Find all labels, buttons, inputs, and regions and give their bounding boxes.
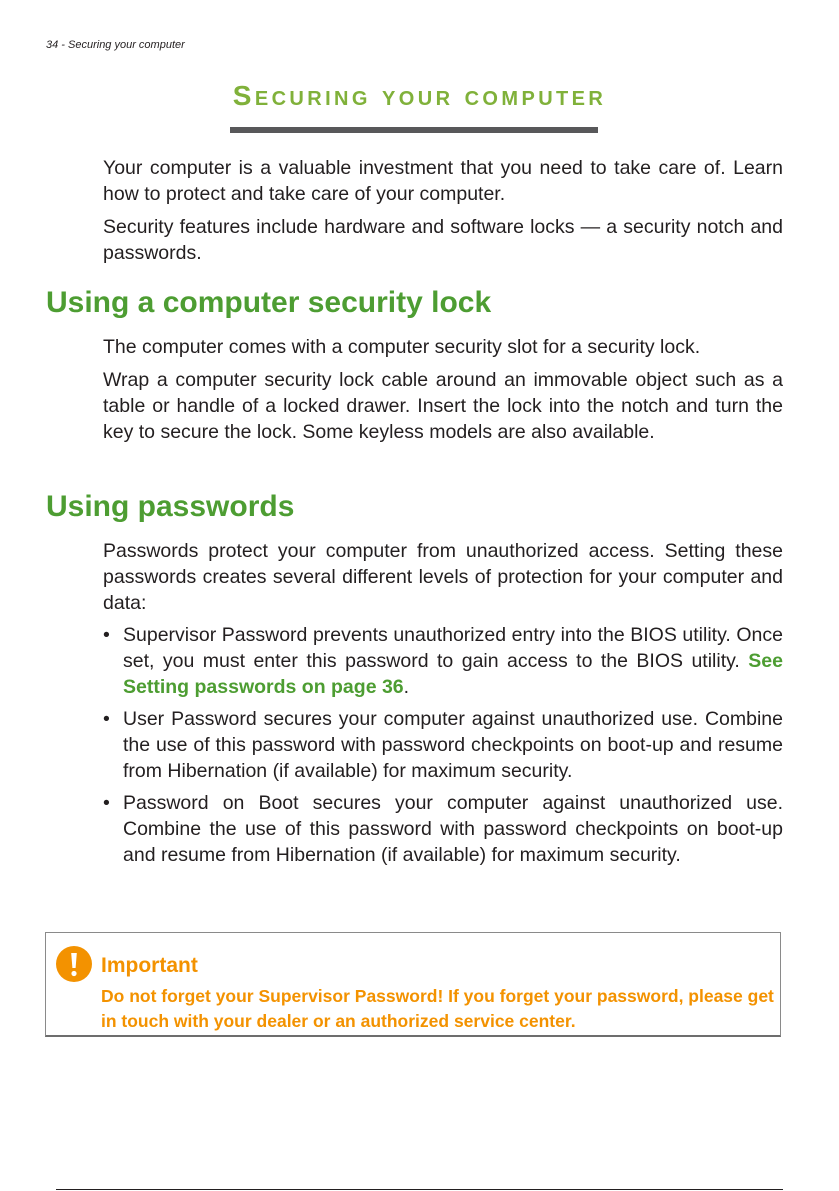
bullet-glyph: • <box>103 708 110 730</box>
section-heading-passwords: Using passwords <box>46 490 295 523</box>
bullet-glyph: • <box>103 792 110 814</box>
list-item-text: Password on Boot secures your computer against unauthorized use. Combine the use of this password with password checkpoints on boot-up and resume from Hibernation (if available) for maximum security. <box>123 792 783 866</box>
footer-rule <box>56 1189 783 1190</box>
list-item <box>103 706 783 784</box>
exclamation-icon <box>56 946 92 982</box>
list-item-text: Supervisor Password prevents unauthorized entry into the BIOS utility. Once set, you must enter this password to gain access to the BIOS utility. <box>123 624 783 672</box>
intro-paragraph: Your computer is a valuable investment that you need to take care of. Learn how to protect and take care of your computer. <box>103 157 783 205</box>
important-callout <box>45 932 781 1037</box>
intro-paragraph: Security features include hardware and software locks — a security notch and passwords. <box>103 216 783 264</box>
body-paragraph: The computer comes with a computer security slot for a security lock. <box>103 336 701 358</box>
list-item-punctuation: . <box>403 676 410 698</box>
section-heading-security-lock: Using a computer security lock <box>46 286 492 319</box>
password-types-list <box>103 622 783 874</box>
callout-title: Important <box>101 954 198 977</box>
list-item <box>103 790 783 868</box>
cross-reference-link[interactable]: See Setting passwords on page 36 <box>123 650 783 698</box>
bullet-glyph: • <box>103 624 110 646</box>
title-underline <box>230 127 598 133</box>
running-head: 34 - Securing your computer <box>46 39 185 51</box>
list-item-text: User Password secures your computer against unauthorized use. Combine the use of this password with password checkpoints on boot-up and resume from Hibernation (if available) for maximum security. <box>123 708 783 782</box>
callout-text: Do not forget your Supervisor Password! If you forget your password, please get in touch with your dealer or an authorized service center. <box>101 986 774 1031</box>
list-item <box>103 622 783 700</box>
body-paragraph: Wrap a computer security lock cable around an immovable object such as a table or handle of a locked drawer. Insert the lock into the notch and turn the key to secure the lock. Some keyless models are also available. <box>103 369 783 443</box>
page-title: Securing your computer <box>232 80 607 111</box>
body-paragraph: Passwords protect your computer from unauthorized access. Setting these passwords creates several different levels of protection for your computer and data: <box>103 540 783 614</box>
